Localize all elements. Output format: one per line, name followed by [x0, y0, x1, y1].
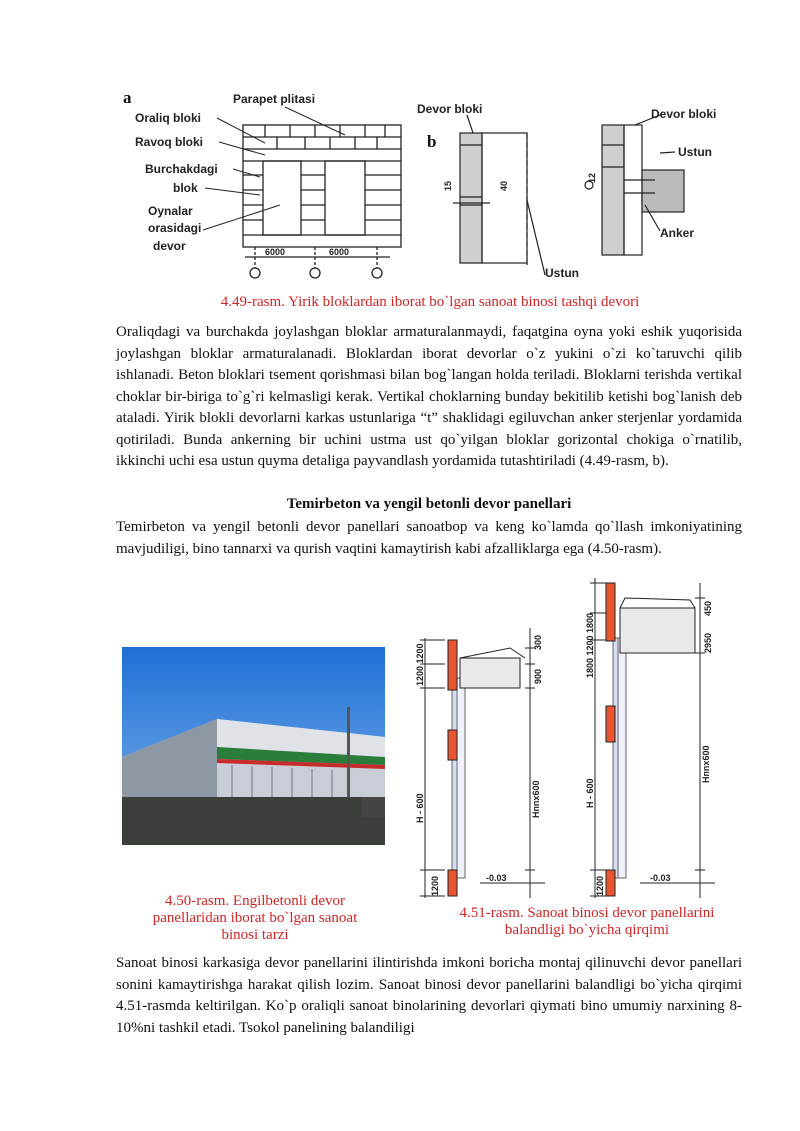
fig51-right-dim-h600: H - 600: [585, 778, 595, 808]
fig49-dim-40: 40: [499, 180, 509, 191]
fig50-caption-line-1: 4.50-rasm. Engilbetonli devor: [165, 893, 345, 909]
label-devor-bloki-1: Devor bloki: [417, 102, 483, 116]
fig49-dim-15: 15: [443, 180, 453, 191]
fig51-left-dim-h600: H - 600: [415, 793, 425, 823]
fig50-caption-line-2: panellaridan iborat bo`lgan sanoat: [152, 910, 358, 926]
label-ravoq-bloki: Ravoq bloki: [135, 135, 204, 149]
fig49-part-b-label: b: [427, 132, 437, 151]
fig51-right-dim-top: 1800 1200 1800: [585, 612, 595, 678]
fig51-left-dim-1200: 1200: [430, 875, 440, 896]
figure-4-51: [400, 578, 745, 903]
fig51-left-dim-900: 900: [533, 668, 543, 684]
fig49-b-section: [453, 115, 684, 275]
fig51-right-dim-2950: 2950: [703, 632, 713, 653]
section-heading: Temirbeton va yengil betonli devor panellari: [286, 496, 572, 512]
fig51-caption-line-2: balandligi bo`yicha qirqimi: [504, 922, 670, 938]
label-devor-bloki-2: Devor bloki: [651, 107, 717, 121]
fig50-caption: [130, 893, 380, 944]
label-devor: devor: [153, 239, 186, 253]
fig51-left-dim-003: -0.03: [486, 873, 507, 883]
paragraph-3: Sanoat binosi karkasiga devor panellarini ilintirishda imkoni boricha montaj qilinuvchi devor panellari sonini kamaytirishga harakat qilish lozim. Sanoat binosi devor panellarini balandligi bo`yicha qirqimi 4.51-rasmda keltirilgan. Ko`p oraliqli sanoat binolarining devorlari qiymati bino umumiy narxining 8-10%ni tashkil etadi. Tsokol panelining balandiligi: [116, 955, 742, 1036]
label-burchakdagi: Burchakdagi: [145, 162, 218, 176]
label-oraliq-bloki: Oraliq bloki: [135, 111, 202, 125]
fig51-caption: [432, 905, 742, 939]
paragraph-1: Oraliqdagi va burchakda joylashgan bloklar armaturalanmaydi, faqatgina oyna yoki eshik yuqorisida joylashgan bloklar armaturalanadi. Bloklardan iborat devorlar o`z yukini o`zi ko`taruvchi qilib ishlanadi. Beton bloklari tsement qorishmasi bilan bog`langan holda teriladi. Bloklarni terishda vertikal choklar bir-biriga to`g`ri kelmasligi kerak. Vertikal choklarning bunday bekitilib ketishi bog`lanish deb ataladi. Yirik blokli devorlarni karkas ustunlariga “t” shaklidagi egiluvchan anker sterjenlar yordamida qotiriladi. Bunda ankerning bir uchini ustma ust qo`yilgan bloklar gorizontal chokiga o`rnatilib, ikkinchi uchi esa ustun quyma detaliga payvandlash yordamida tutashtiriladi (4.49-rasm, b).: [116, 324, 742, 469]
fig49-caption: 4.49-rasm. Yirik bloklardan iborat bo`lgan sanoat binosi tashqi devori: [220, 294, 640, 310]
fig51-left-dim-hpn: Hпnx600: [531, 780, 541, 818]
fig51-right-dim-1200: 1200: [595, 875, 605, 896]
fig51-left-dim-300: 300: [533, 634, 543, 650]
figure-4-50-photo: [122, 647, 385, 845]
fig50-caption-line-3: binosi tarzi: [221, 927, 289, 943]
fig51-left-dim-top: 1200 1200: [415, 643, 425, 686]
fig49-dim-2: 6000: [329, 247, 350, 257]
label-ustun-2: Ustun: [678, 145, 712, 159]
label-parapet-plitasi: Parapet plitasi: [233, 92, 316, 106]
label-orasidagi: orasidagi: [148, 221, 202, 235]
figure-4-49: [115, 85, 745, 290]
fig49-a-labels: [135, 92, 315, 253]
fig49-dim-12: 12: [587, 172, 597, 183]
fig51-right-dim-450: 450: [703, 600, 713, 616]
fig51-right-dim-003: -0.03: [650, 873, 671, 883]
label-anker: Anker: [660, 226, 695, 240]
label-blok: blok: [173, 181, 198, 195]
label-oynalar: Oynalar: [148, 204, 193, 218]
label-ustun-1: Ustun: [545, 266, 579, 280]
fig49-dim-1: 6000: [265, 247, 286, 257]
fig51-left: [420, 628, 545, 898]
fig49-part-a-label: a: [123, 88, 132, 107]
fig51-caption-line-1: 4.51-rasm. Sanoat binosi devor panellarini: [459, 905, 715, 921]
paragraph-2: Temirbeton va yengil betonli devor panellari sanoatbop va keng ko`lamda qo`llash imkoniyatining mavjudiligi, bino tannarxi va qurish vaqtini kamaytirish kabi afzalliklarga ega (4.50-rasm).: [116, 519, 742, 557]
fig51-right: [590, 578, 715, 898]
fig51-right-dim-hpn: Hпnx600: [701, 745, 711, 783]
